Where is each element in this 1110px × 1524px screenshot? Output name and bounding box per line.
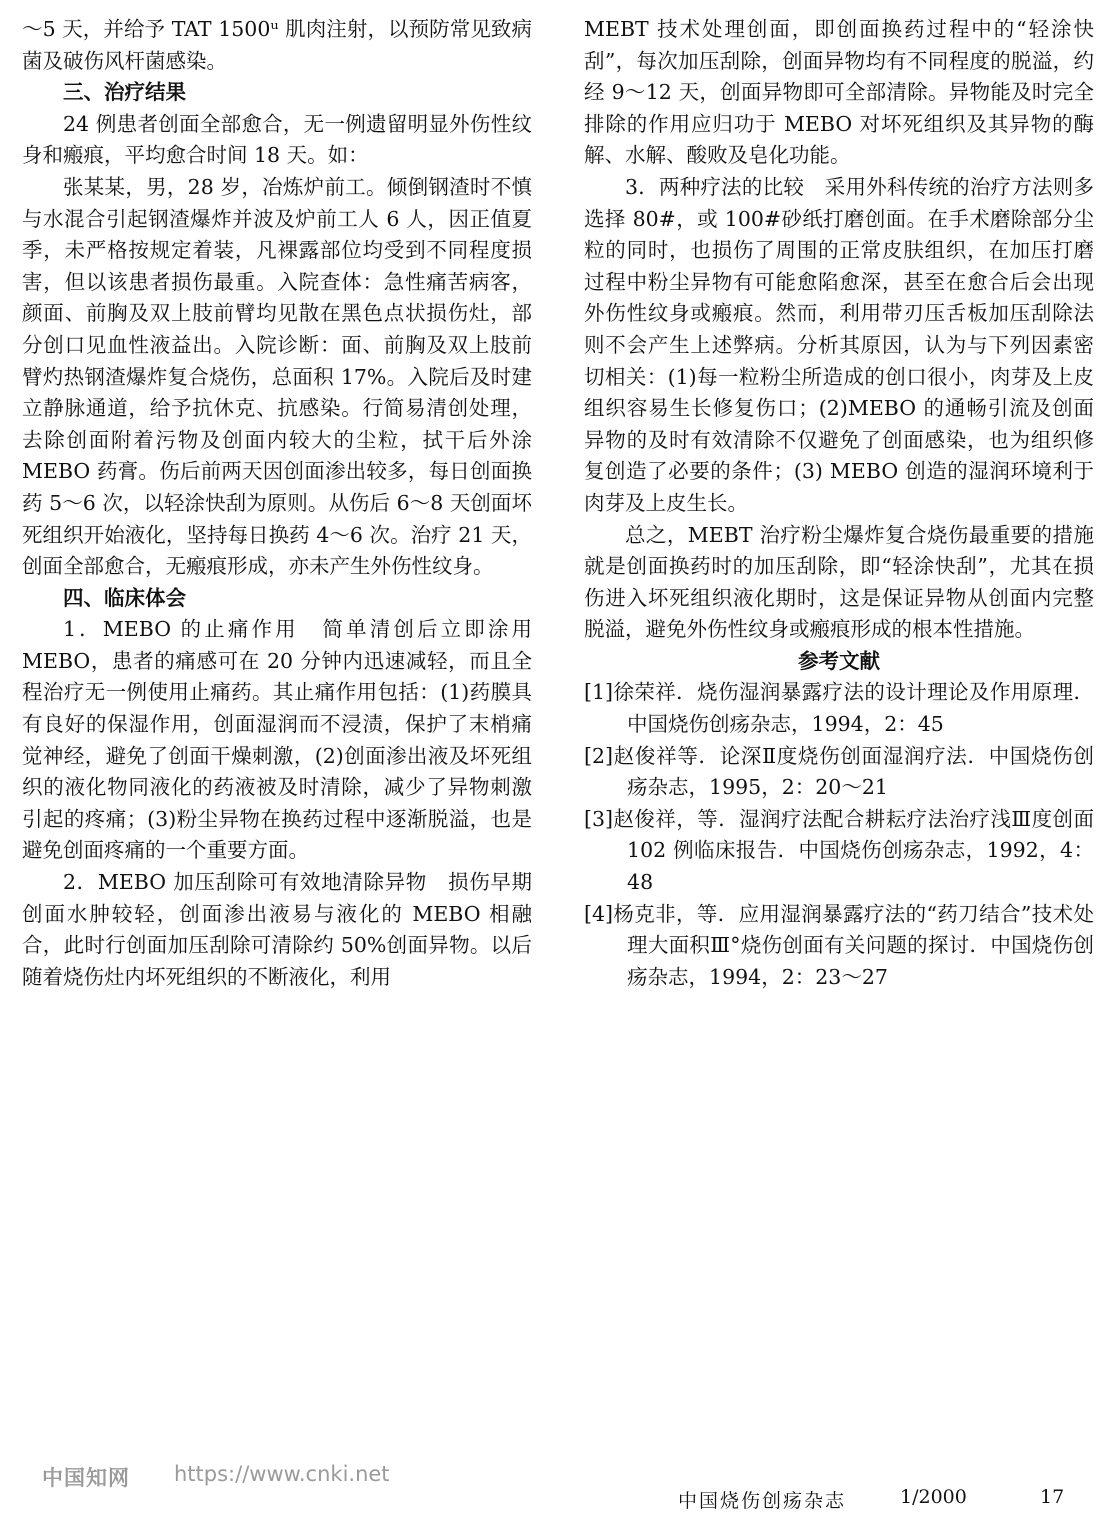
paragraph-debridement: 2．MEBO 加压刮除可有效地清除异物 损伤早期创面水肿较轻，创面渗出液易与液化的 MEBO 相融合，此时行创面加压刮除可清除约 50%创面异物。以后随着烧伤灶内坏死组织的不断液化，利用 <box>22 870 532 989</box>
reference-item: [3]赵俊祥，等．湿润疗法配合耕耘疗法治疗浅Ⅲ度创面 102 例临床报告．中国烧伤创疡杂志，1992，4：48 <box>584 806 1094 895</box>
cnki-logo: 中国知网 <box>42 1466 130 1490</box>
journal-issue: 1/2000 <box>900 1486 967 1508</box>
paragraph-conclusion: 总之，MEBT 治疗粉尘爆炸复合烧伤最重要的措施就是创面换药时的加压刮除，即“轻涂快刮”，尤其在损伤进入坏死组织液化期时，这是保证异物从创面内完整脱溢，避免外伤性纹身或瘢痕形成的根本性措施。 <box>584 522 1094 642</box>
paragraph-continuation: ～5 天，并给予 TAT 1500ᵘ 肌肉注射，以预防常见致病菌及破伤风杆菌感染。 <box>22 17 532 73</box>
paragraph-results-summary: 24 例患者创面全部愈合，无一例遗留明显外伤性纹身和瘢痕，平均愈合时间 18 天。如： <box>22 111 532 168</box>
references-list <box>584 677 1094 993</box>
paragraph-continuation-right: MEBT 技术处理创面，即创面换药过程中的“轻涂快刮”，每次加压刮除，创面异物均有不同程度的脱溢，约经 9～12 天，创面异物即可全部清除。异物能及时完全排除的作用应归功于 MEBO 对坏死组织及其异物的酶解、水解、酸败及皂化功能。 <box>584 17 1094 168</box>
reference-item: [2]赵俊祥等．论深Ⅱ度烧伤创面湿润疗法．中国烧伤创疡杂志，1995，2：20～21 <box>584 743 1094 800</box>
references-heading: 参考文献 <box>798 648 880 673</box>
section-heading-discussion: 四、临床体会 <box>63 585 186 610</box>
right-column <box>584 14 1094 993</box>
paragraph-case-report: 张某某，男，28 岁，冶炼炉前工。倾倒钢渣时不慎与水混合引起钢渣爆炸并波及炉前工人 6 人，因正值夏季，未严格按规定着装，凡裸露部位均受到不同程度损害，但以该患者损伤最重。入院查体：急性痛苦病客，颜面、前胸及双上肢前臂均见散在黑色点状损伤灶，部分创口见血性液益出。入院诊断：面、前胸及双上肢前臂灼热钢渣爆炸复合烧伤，总面积 17%。入院后及时建立静脉通道，给予抗休克、抗感染。行简易清创处理，去除创面附着污物及创面内较大的尘粒，拭干后外涂 MEBO 药膏。伤后前两天因创面渗出较多，每日创面换药 5～6 次，以轻涂快刮为原则。从伤后 6～8 天创面坏死组织开始液化，坚持每日换药 4～6 次。治疗 21 天，创面全部愈合，无瘢痕形成，亦未产生外伤性纹身。 <box>22 174 532 579</box>
reference-item: [1]徐荣祥．烧伤湿润暴露疗法的设计理论及作用原理．中国烧伤创疡杂志，1994，2：45 <box>584 680 1094 737</box>
reference-item: [4]杨克非，等．应用湿润暴露疗法的“药刀结合”技术处理大面积Ⅲ°烧伤创面有关问题的探讨．中国烧伤创疡杂志，1994，2：23～27 <box>584 901 1094 989</box>
paragraph-comparison: 3．两种疗法的比较 采用外科传统的治疗方法则多选择 80#，或 100#砂纸打磨创面。在手术磨除部分尘粒的同时，也损伤了周围的正常皮肤组织，在加压打磨过程中粉尘异物有可能愈陷愈深，甚至在愈合后会出现外伤性纹身或瘢痕。然而，利用带刃压舌板加压刮除法则不会产生上述弊病。分析其原因，认为与下列因素密切相关：(1)每一粒粉尘所造成的创口很小，肉芽及上皮组织容易生长修复伤口；(2)MEBO 的通畅引流及创面异物的及时有效清除不仅避免了创面感染，也为组织修复创造了必要的条件；(3) MEBO 创造的湿润环境利于肉芽及上皮生长。 <box>584 174 1094 515</box>
left-column <box>22 14 532 993</box>
cnki-url[interactable]: https://www.cnki.net <box>174 1462 390 1486</box>
journal-name: 中国烧伤创疡杂志 <box>678 1490 847 1512</box>
paragraph-analgesic-effect: 1．MEBO 的止痛作用 简单清创后立即涂用 MEBO，患者的痛感可在 20 分钟内迅速减轻，而且全程治疗无一例使用止痛药。其止痛作用包括：(1)药膜具有良好的保湿作用，创面湿润而不浸渍，保护了末梢痛觉神经，避免了创面干燥刺激，(2)创面渗出液及坏死组织的液化物同液化的药液被及时清除，减少了异物刺激引起的疼痛；(3)粉尘异物在换药过程中逐渐脱溢，也是避免创面疼痛的一个重要方面。 <box>22 617 532 863</box>
page-number: 17 <box>1040 1486 1065 1508</box>
section-heading-results: 三、治疗结果 <box>63 80 186 105</box>
